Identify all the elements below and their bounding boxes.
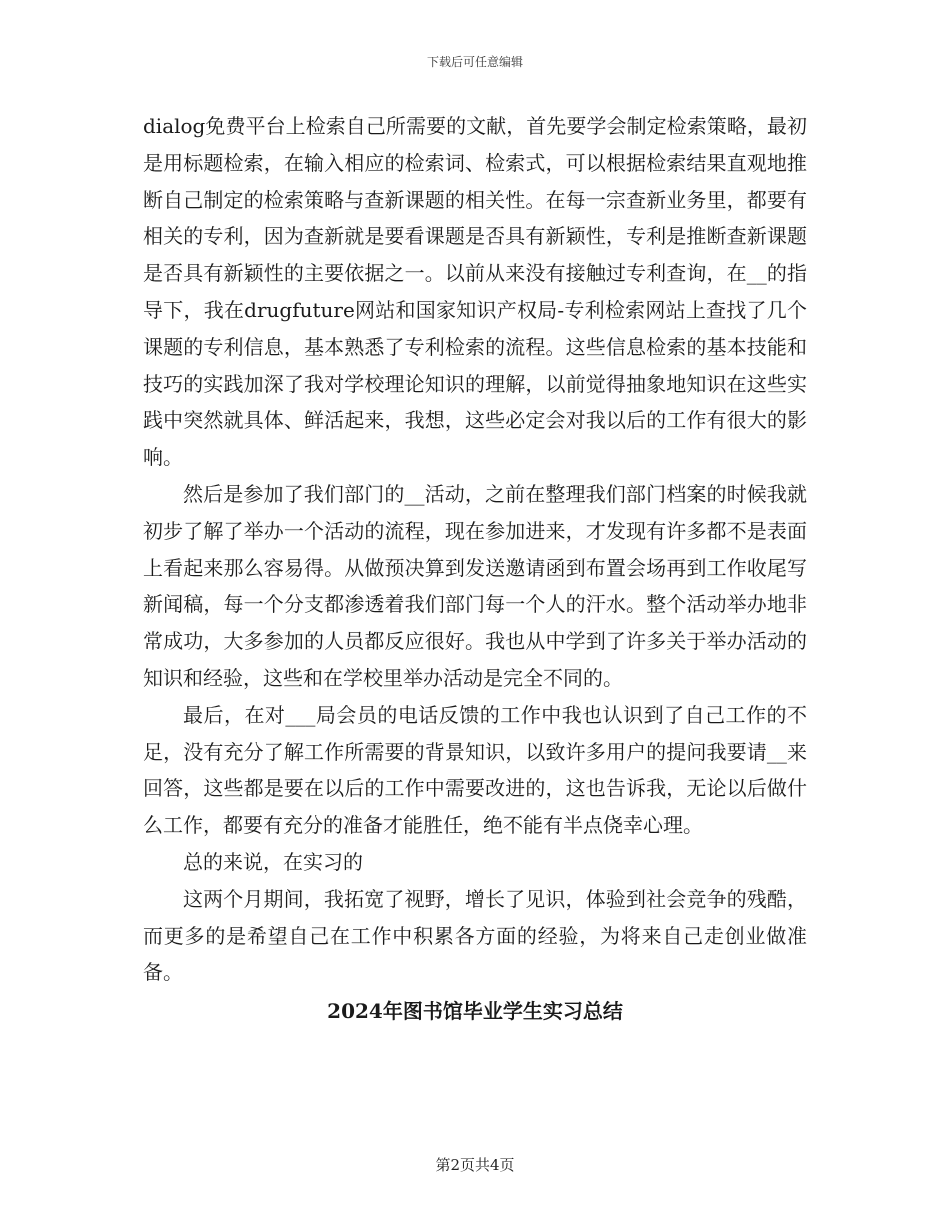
section-title: 2024年图书馆毕业学生实习总结 <box>327 999 623 1024</box>
paragraph-5: 这两个月期间，我拓宽了视野，增长了见识，体验到社会竞争的残酷，而更多的是希望自己在工作中积累各方面的经验，为将来自己走创业做准备。 <box>143 886 807 985</box>
page-footer: 第2页共4页 <box>435 1156 515 1174</box>
document-body <box>143 108 807 1030</box>
paragraph-1: dialog免费平台上检索自己所需要的文献，首先要学会制定检索策略，最初是用标题检索，在输入相应的检索词、检索式，可以根据检索结果直观地推断自己制定的检索策略与查新课题的相关性。在每一宗查新业务里，都要有相关的专利，因为查新就是要看课题是否具有新颖性，专利是推断查新课题是否具有新颖性的主要依据之一。以前从来没有接触过专利查询，在__的指导下，我在drugfuture网站和国家知识产权局-专利检索网站上查找了几个课题的专利信息，基本熟悉了专利检索的流程。这些信息检索的基本技能和技巧的实践加深了我对学校理论知识的理解，以前觉得抽象地知识在这些实践中突然就具体、鲜活起来，我想，这些必定会对我以后的工作有很大的影响。 <box>143 114 807 470</box>
paragraph-4: 总的来说，在实习的 <box>183 849 363 874</box>
paragraph-3: 最后，在对___局会员的电话反馈的工作中我也认识到了自己工作的不足，没有充分了解工作所需要的背景知识，以致许多用户的提问我要请__来回答，这些都是要在以后的工作中需要改进的，这也告诉我，无论以后做什么工作，都要有充分的准备才能胜任，绝不能有半点侥幸心理。 <box>143 702 807 838</box>
paragraph-2: 然后是参加了我们部门的__活动，之前在整理我们部门档案的时候我就初步了解了举办一个活动的流程，现在参加进来，才发现有许多都不是表面上看起来那么容易得。从做预决算到发送邀请函到布置会场再到工作收尾写新闻稿，每一个分支都渗透着我们部门每一个人的汗水。整个活动举办地非常成功，大多参加的人员都反应很好。我也从中学到了许多关于举办活动的知识和经验，这些和在学校里举办活动是完全不同的。 <box>143 481 807 690</box>
page-header: 下载后可任意编辑 <box>426 55 523 69</box>
